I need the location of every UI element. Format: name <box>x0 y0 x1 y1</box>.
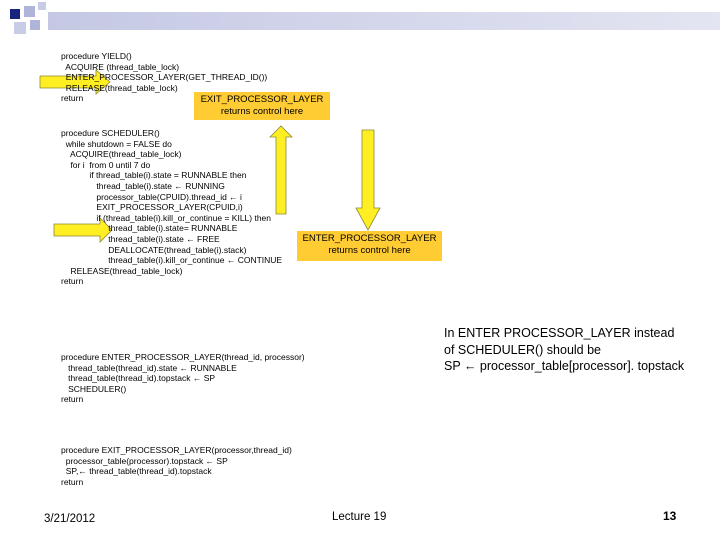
code-line: ENTER_PROCESSOR_LAYER(GET_THREAD_ID()) <box>61 72 268 83</box>
enter-processor-layer-procedure <box>61 352 305 405</box>
code-line: procedure SCHEDULER() <box>61 128 160 138</box>
callout-subtitle: returns control here <box>220 106 304 117</box>
code-line: if thread_table(i).state = RUNNABLE then <box>61 170 247 181</box>
code-line: return <box>61 93 84 104</box>
code-line: thread_table(i).state ← FREE <box>61 233 220 244</box>
page-number: 13 <box>663 509 677 523</box>
code-line: for i from 0 until 7 do <box>61 159 151 170</box>
code-line: processor_table(CPUID).thread_id ← i <box>61 191 242 202</box>
code-line: RELEASE(thread_table_lock) <box>61 82 178 93</box>
code-line: procedure YIELD() <box>61 51 132 61</box>
callout-title: EXIT_PROCESSOR_LAYER <box>200 94 324 105</box>
arrow-down-icon <box>356 130 380 230</box>
code-line: thread_table(thread_id).state ← RUNNABLE <box>61 362 237 373</box>
code-line: procedure EXIT_PROCESSOR_LAYER(processor,thread_id) <box>61 445 292 455</box>
code-line: thread_table(thread_id).topstack ← SP <box>61 373 216 384</box>
code-line: return <box>61 276 84 287</box>
code-line: SP,← thread_table(thread_id).topstack <box>61 466 212 477</box>
code-line: processor_table(processor).topstack ← SP <box>61 455 228 466</box>
correction-note <box>444 325 684 375</box>
code-line: EXIT_PROCESSOR_LAYER(CPUID,i) <box>61 202 243 213</box>
footer-date: 3/21/2012 <box>44 513 96 525</box>
code-line: DEALLOCATE(thread_table(i).stack) <box>61 244 247 255</box>
code-line: ACQUIRE(thread_table_lock) <box>61 149 182 160</box>
code-line: return <box>61 476 84 487</box>
footer-title: Lecture 19 <box>332 511 387 523</box>
code-line: return <box>61 394 84 405</box>
note-line: of SCHEDULER() should be <box>444 342 602 357</box>
code-line: procedure ENTER_PROCESSOR_LAYER(thread_id, processor) <box>61 352 305 362</box>
callout-title: ENTER_PROCESSOR_LAYER <box>302 233 437 244</box>
note-line: SP ← processor_table[processor]. topstack <box>444 359 685 373</box>
scheduler-procedure <box>61 128 282 287</box>
enter-callout <box>297 231 442 261</box>
code-line: SCHEDULER() <box>61 383 127 394</box>
code-line: ACQUIRE (thread_table_lock) <box>61 61 180 72</box>
code-line: thread_table(i).kill_or_continue ← CONTINUE <box>61 255 283 266</box>
callout-subtitle: returns control here <box>328 245 411 256</box>
code-line: thread_table(i).state ← RUNNING <box>61 180 225 191</box>
note-line: In ENTER PROCESSOR_LAYER instead <box>444 326 675 340</box>
exit-callout <box>194 92 330 120</box>
code-line: RELEASE(thread_table_lock) <box>61 265 183 276</box>
code-line: if (thread_table(i).kill_or_continue = KILL) then <box>61 212 272 223</box>
code-line: while shutdown = FALSE do <box>61 138 172 149</box>
exit-processor-layer-procedure <box>61 445 292 487</box>
code-line: thread_table(i).state= RUNNABLE <box>61 223 238 234</box>
